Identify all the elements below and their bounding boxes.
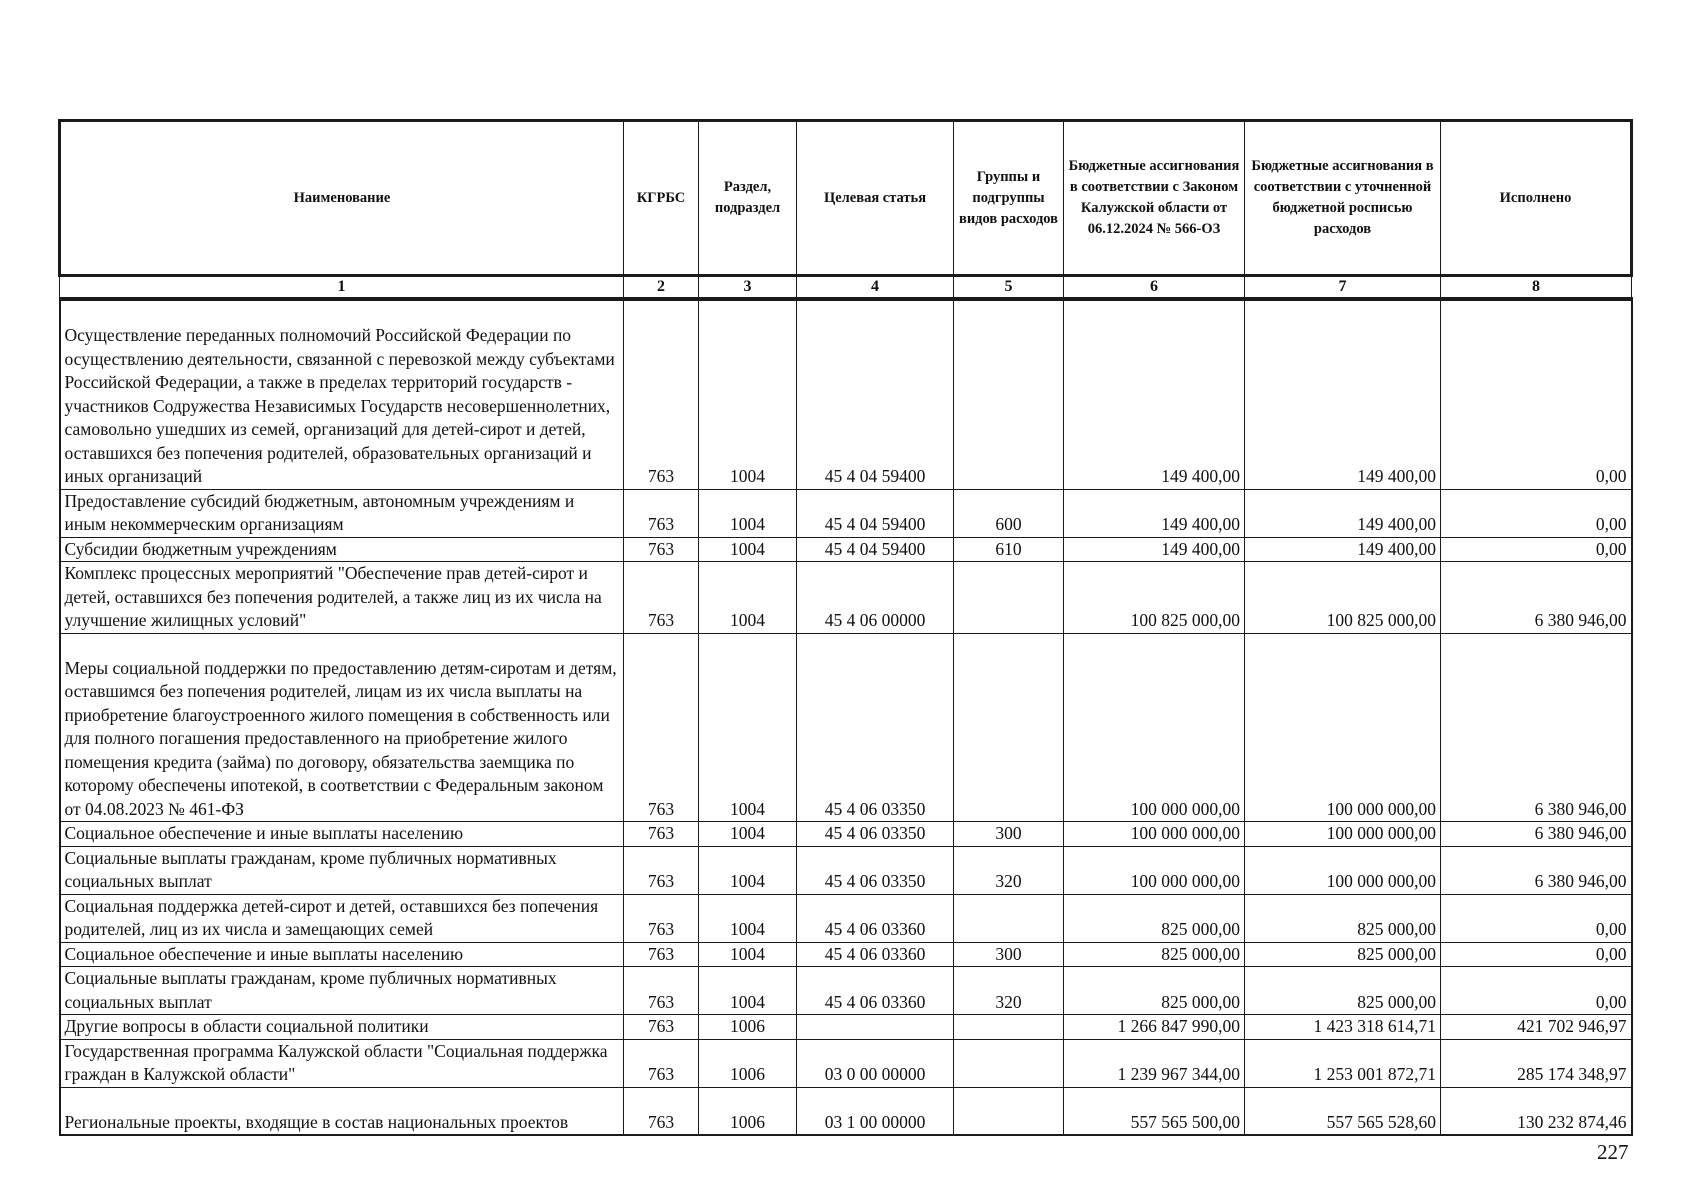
row-group [954, 633, 1064, 822]
row-refined-amount: 100 000 000,00 [1245, 633, 1441, 822]
table-row [60, 822, 1632, 847]
table-row [60, 299, 1632, 489]
table-row [60, 967, 1632, 1015]
table-header-row [60, 121, 1632, 276]
row-group: 600 [954, 489, 1064, 537]
column-number: 8 [1441, 276, 1632, 300]
row-name-cell [60, 633, 624, 822]
header-section: Раздел, подраздел [699, 121, 797, 276]
row-target: 45 4 06 03360 [797, 967, 954, 1015]
row-law-amount: 149 400,00 [1064, 489, 1245, 537]
row-target: 45 4 06 03360 [797, 942, 954, 967]
row-refined-amount: 825 000,00 [1245, 894, 1441, 942]
row-target: 45 4 06 03350 [797, 822, 954, 847]
row-group [954, 894, 1064, 942]
row-kgrbs: 763 [624, 1087, 699, 1135]
row-refined-amount: 149 400,00 [1245, 537, 1441, 562]
row-refined-amount: 1 423 318 614,71 [1245, 1015, 1441, 1040]
row-law-amount: 825 000,00 [1064, 942, 1245, 967]
row-kgrbs: 763 [624, 967, 699, 1015]
header-law-allocations: Бюджетные ассигнования в соответствии с Законом Калужской области от 06.12.2024 № 566-ОЗ [1064, 121, 1245, 276]
row-law-amount: 557 565 500,00 [1064, 1087, 1245, 1135]
row-executed-amount: 6 380 946,00 [1441, 822, 1632, 847]
row-kgrbs: 763 [624, 942, 699, 967]
row-group [954, 562, 1064, 634]
column-number: 3 [699, 276, 797, 300]
row-name-cell [60, 1087, 624, 1135]
row-group [954, 299, 1064, 489]
row-law-amount: 825 000,00 [1064, 894, 1245, 942]
page-number: 227 [1597, 1140, 1629, 1164]
row-refined-amount: 149 400,00 [1245, 489, 1441, 537]
row-section: 1004 [699, 894, 797, 942]
table-row [60, 1039, 1632, 1087]
table-row [60, 633, 1632, 822]
row-target: 45 4 06 00000 [797, 562, 954, 634]
row-name: Меры социальной поддержки по предоставлению детям-сиротам и детям, оставшимся без попечения родителей, лицам из их числа выплаты на приобретение благоустроенного жилого помещения в собственность или для полного погашения предоставленного на приобретение жилого помещения кредита (займа) по договору, обязательства заемщика по которому обеспечены ипотекой, в соответствии с Федеральным законом от 04.08.2023 № 461-ФЗ [64, 657, 617, 819]
header-name: Наименование [60, 121, 624, 276]
row-group: 320 [954, 967, 1064, 1015]
column-number: 7 [1245, 276, 1441, 300]
row-kgrbs: 763 [624, 822, 699, 847]
row-section: 1004 [699, 537, 797, 562]
table-row [60, 537, 1632, 562]
row-refined-amount: 149 400,00 [1245, 299, 1441, 489]
row-name: Субсидии бюджетным учреждениям [60, 537, 624, 562]
row-target: 03 1 00 00000 [797, 1087, 954, 1135]
row-law-amount: 149 400,00 [1064, 537, 1245, 562]
row-kgrbs: 763 [624, 894, 699, 942]
row-section: 1004 [699, 489, 797, 537]
row-law-amount: 100 000 000,00 [1064, 633, 1245, 822]
row-section: 1006 [699, 1087, 797, 1135]
row-executed-amount: 0,00 [1441, 894, 1632, 942]
column-number: 5 [954, 276, 1064, 300]
row-law-amount: 100 000 000,00 [1064, 822, 1245, 847]
row-name: Другие вопросы в области социальной политики [60, 1015, 624, 1040]
table-row [60, 562, 1632, 634]
row-executed-amount: 285 174 348,97 [1441, 1039, 1632, 1087]
row-section: 1004 [699, 822, 797, 847]
row-executed-amount: 130 232 874,46 [1441, 1087, 1632, 1135]
table-row [60, 1087, 1632, 1135]
row-section: 1004 [699, 846, 797, 894]
row-group: 610 [954, 537, 1064, 562]
row-section: 1006 [699, 1015, 797, 1040]
row-group: 300 [954, 942, 1064, 967]
table-row [60, 846, 1632, 894]
row-target: 03 0 00 00000 [797, 1039, 954, 1087]
row-target: 45 4 04 59400 [797, 299, 954, 489]
row-target: 45 4 06 03350 [797, 846, 954, 894]
row-refined-amount: 825 000,00 [1245, 942, 1441, 967]
row-law-amount: 1 266 847 990,00 [1064, 1015, 1245, 1040]
header-expense-groups: Группы и подгруппы видов расходов [954, 121, 1064, 276]
table-row [60, 942, 1632, 967]
row-section: 1004 [699, 633, 797, 822]
row-name: Осуществление переданных полномочий Российской Федерации по осуществлению деятельности, связанной с перевозкой между субъектами Российской Федерации, а также в пределах территорий государств - участников Содружества Независимых Государств несовершеннолетних, самовольно ушедших из семей, организаций для детей-сирот и детей, оставшихся без попечения родителей, образовательных организаций и иных организаций [64, 325, 615, 486]
row-name: Региональные проекты, входящие в состав национальных проектов [64, 1111, 569, 1132]
row-name: Социальная поддержка детей-сирот и детей, оставшихся без попечения родителей, лиц из их числа и замещающих семей [60, 894, 624, 942]
row-target: 45 4 04 59400 [797, 537, 954, 562]
row-name: Социальное обеспечение и иные выплаты населению [60, 942, 624, 967]
row-executed-amount: 6 380 946,00 [1441, 846, 1632, 894]
row-target: 45 4 06 03360 [797, 894, 954, 942]
row-executed-amount: 6 380 946,00 [1441, 633, 1632, 822]
row-group: 300 [954, 822, 1064, 847]
row-law-amount: 100 000 000,00 [1064, 846, 1245, 894]
row-name: Комплекс процессных мероприятий "Обеспечение прав детей-сирот и детей, оставшихся без попечения родителей, а также лиц из их числа на улучшение жилищных условий" [60, 562, 624, 634]
row-name: Предоставление субсидий бюджетным, автономным учреждениям и иным некоммерческим организациям [60, 489, 624, 537]
row-kgrbs: 763 [624, 537, 699, 562]
row-target: 45 4 04 59400 [797, 489, 954, 537]
row-refined-amount: 557 565 528,60 [1245, 1087, 1441, 1135]
row-refined-amount: 100 000 000,00 [1245, 822, 1441, 847]
row-name-cell [60, 299, 624, 489]
row-executed-amount: 421 702 946,97 [1441, 1015, 1632, 1040]
row-kgrbs: 763 [624, 489, 699, 537]
column-number: 2 [624, 276, 699, 300]
report-sheet [58, 119, 1630, 1136]
row-executed-amount: 6 380 946,00 [1441, 562, 1632, 634]
row-group [954, 1015, 1064, 1040]
row-refined-amount: 1 253 001 872,71 [1245, 1039, 1441, 1087]
row-group: 320 [954, 846, 1064, 894]
header-refined-allocations: Бюджетные ассигнования в соответствии с уточненной бюджетной росписью расходов [1245, 121, 1441, 276]
row-law-amount: 825 000,00 [1064, 967, 1245, 1015]
column-number: 4 [797, 276, 954, 300]
row-name: Государственная программа Калужской области "Социальная поддержка граждан в Калужской области" [60, 1039, 624, 1087]
row-law-amount: 149 400,00 [1064, 299, 1245, 489]
row-group [954, 1039, 1064, 1087]
row-refined-amount: 100 825 000,00 [1245, 562, 1441, 634]
row-kgrbs: 763 [624, 633, 699, 822]
row-name: Социальное обеспечение и иные выплаты населению [60, 822, 624, 847]
column-number: 6 [1064, 276, 1245, 300]
table-row [60, 894, 1632, 942]
row-law-amount: 100 825 000,00 [1064, 562, 1245, 634]
row-section: 1004 [699, 942, 797, 967]
row-executed-amount: 0,00 [1441, 942, 1632, 967]
row-kgrbs: 763 [624, 1015, 699, 1040]
row-group [954, 1087, 1064, 1135]
row-section: 1006 [699, 1039, 797, 1087]
header-executed: Исполнено [1441, 121, 1632, 276]
table-row [60, 489, 1632, 537]
row-kgrbs: 763 [624, 1039, 699, 1087]
row-section: 1004 [699, 967, 797, 1015]
row-section: 1004 [699, 299, 797, 489]
row-refined-amount: 825 000,00 [1245, 967, 1441, 1015]
column-number: 1 [60, 276, 624, 300]
row-name: Социальные выплаты гражданам, кроме публичных нормативных социальных выплат [60, 967, 624, 1015]
row-law-amount: 1 239 967 344,00 [1064, 1039, 1245, 1087]
table-row [60, 1015, 1632, 1040]
row-target [797, 1015, 954, 1040]
column-number-row [60, 276, 1632, 300]
row-kgrbs: 763 [624, 846, 699, 894]
row-target: 45 4 06 03350 [797, 633, 954, 822]
budget-execution-table [58, 119, 1633, 1136]
header-target-article: Целевая статья [797, 121, 954, 276]
row-executed-amount: 0,00 [1441, 537, 1632, 562]
row-kgrbs: 763 [624, 562, 699, 634]
row-kgrbs: 763 [624, 299, 699, 489]
row-name: Социальные выплаты гражданам, кроме публичных нормативных социальных выплат [60, 846, 624, 894]
row-section: 1004 [699, 562, 797, 634]
header-kgrbs: КГРБС [624, 121, 699, 276]
row-refined-amount: 100 000 000,00 [1245, 846, 1441, 894]
row-executed-amount: 0,00 [1441, 967, 1632, 1015]
row-executed-amount: 0,00 [1441, 299, 1632, 489]
row-executed-amount: 0,00 [1441, 489, 1632, 537]
